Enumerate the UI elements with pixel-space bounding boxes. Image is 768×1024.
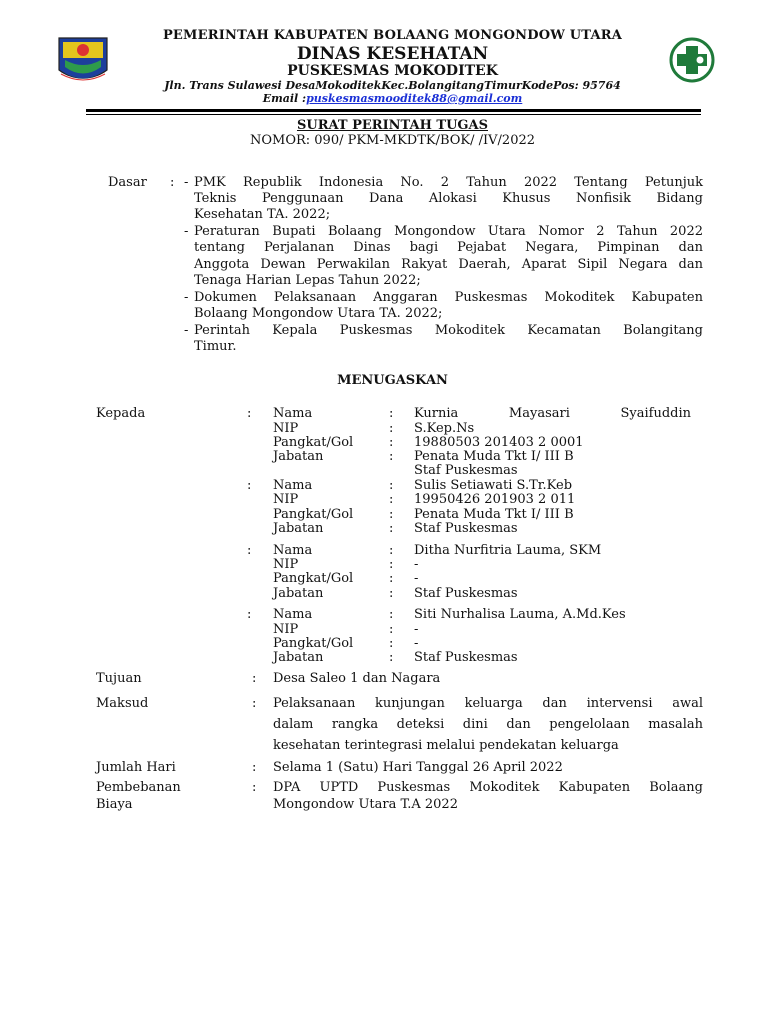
dasar-colon: : [170, 175, 175, 190]
field-label-nip: NIP [273, 421, 299, 436]
dasar-item-3-line-2: Bolaang Mongondow Utara TA. 2022; [194, 306, 443, 321]
dasar-item-2-line-1: Peraturan Bupati Bolaang Mongondow Utara Nomor 2 Tahun 2022 [194, 224, 703, 239]
field-colon: : [389, 557, 394, 572]
header-rule-thin [86, 114, 701, 115]
field-label-nama: Nama [273, 478, 313, 493]
field-colon: : [389, 449, 394, 464]
kepada-label: Kepada [96, 406, 146, 421]
field-label-jabatan: Jabatan [273, 650, 324, 665]
field-colon: : [389, 406, 394, 421]
person-1-pangkat: 19880503 201403 2 0001 [414, 435, 584, 450]
field-colon: : [389, 478, 394, 493]
jumlah-hari-label: Jumlah Hari [96, 760, 176, 775]
pembebanan-line-2: Mongondow Utara T.A 2022 [273, 797, 458, 812]
field-label-nip: NIP [273, 492, 299, 507]
field-label-nip: NIP [273, 622, 299, 637]
field-label-pangkat: Pangkat/Gol [273, 636, 354, 651]
maksud-line-3: kesehatan terintegrasi melalui pendekatan keluarga [273, 738, 619, 753]
clinic-email-line [100, 92, 685, 106]
field-label-nama: Nama [273, 607, 313, 622]
person-2-nip: 19950426 201903 2 011 [414, 492, 576, 507]
kepada-colon: : [247, 478, 252, 493]
dasar-item-3-line-1: Dokumen Pelaksanaan Anggaran Puskesmas Mokoditek Kabupaten [194, 290, 703, 305]
field-colon: : [389, 586, 394, 601]
field-colon: : [389, 650, 394, 665]
email-label: Email : [262, 92, 307, 105]
person-2-nama: Sulis Setiawati S.Tr.Keb [414, 478, 573, 493]
biaya-label: Biaya [96, 797, 133, 812]
maksud-line-1: Pelaksanaan kunjungan keluarga dan intervensi awal [273, 696, 703, 711]
person-2-pangkat: Penata Muda Tkt I/ III B [414, 507, 574, 522]
dasar-dash: - [184, 323, 189, 338]
person-1-nama: Kurnia Mayasari Syaifuddin [414, 406, 691, 421]
field-label-jabatan: Jabatan [273, 521, 324, 536]
dasar-dash: - [184, 290, 189, 305]
menugaskan-heading: MENUGASKAN [337, 373, 448, 388]
dasar-item-1-line-1: PMK Republik Indonesia No. 2 Tahun 2022 Tentang Petunjuk [194, 175, 703, 190]
agency-name: DINAS KESEHATAN [296, 44, 489, 64]
dasar-item-4-line-1: Perintah Kepala Puskesmas Mokoditek Kecamatan Bolangitang [194, 323, 703, 338]
person-4-pangkat: - [414, 636, 419, 651]
person-3-jabatan: Staf Puskesmas [414, 586, 518, 601]
kepada-colon: : [247, 543, 252, 558]
person-4-nip: - [414, 622, 419, 637]
field-colon: : [389, 607, 394, 622]
field-label-pangkat: Pangkat/Gol [273, 507, 354, 522]
person-3-nama: Ditha Nurfitria Lauma, SKM [414, 543, 602, 558]
field-label-pangkat: Pangkat/Gol [273, 435, 354, 450]
gov-name: PEMERINTAH KABUPATEN BOLAANG MONGONDOW UTARA [162, 28, 623, 43]
dasar-dash: - [184, 175, 189, 190]
field-label-jabatan: Jabatan [273, 449, 324, 464]
dasar-item-2-line-3: Anggota Dewan Perwakilan Rakyat Daerah, Aparat Sipil Negara dan [194, 257, 703, 272]
clinic-address: Jln. Trans Sulawesi DesaMokoditekKec.BolangitangTimurKodePos: 95764 [164, 79, 621, 92]
kepada-colon: : [247, 406, 252, 421]
dasar-item-1-line-3: Kesehatan TA. 2022; [194, 207, 331, 222]
clinic-name: PUSKESMAS MOKODITEK [287, 63, 498, 79]
kepada-colon: : [247, 607, 252, 622]
field-colon: : [389, 543, 394, 558]
field-colon: : [389, 492, 394, 507]
jumlah-hari-colon: : [252, 760, 257, 775]
jumlah-hari-value: Selama 1 (Satu) Hari Tanggal 26 April 2022 [273, 760, 563, 775]
email-link[interactable]: puskesmasmooditek88@gmail.com [306, 92, 523, 105]
field-colon: : [389, 421, 394, 436]
pembebanan-colon: : [252, 780, 257, 795]
dasar-dash: - [184, 224, 189, 239]
pembebanan-label: Pembebanan [96, 780, 181, 795]
document-number: NOMOR: 090/ PKM-MKDTK/BOK/ /IV/2022 [249, 133, 536, 148]
field-label-nama: Nama [273, 406, 313, 421]
field-colon: : [389, 636, 394, 651]
person-3-pangkat: - [414, 571, 419, 586]
pembebanan-line-1: DPA UPTD Puskesmas Mokoditek Kabupaten Bolaang [273, 780, 703, 795]
dasar-label: Dasar [108, 175, 147, 190]
person-1-nip: S.Kep.Ns [414, 421, 475, 436]
dasar-item-1-line-2: Teknis Penggunaan Dana Alokasi Khusus Nonfisik Bidang [194, 191, 703, 206]
header-rule-thick [86, 109, 701, 112]
field-colon: : [389, 521, 394, 536]
field-label-jabatan: Jabatan [273, 586, 324, 601]
maksud-label: Maksud [96, 696, 149, 711]
field-colon: : [389, 435, 394, 450]
field-label-nip: NIP [273, 557, 299, 572]
person-2-jabatan: Staf Puskesmas [414, 521, 518, 536]
field-label-pangkat: Pangkat/Gol [273, 571, 354, 586]
tujuan-label: Tujuan [96, 671, 142, 686]
document-title: SURAT PERINTAH TUGAS [296, 118, 488, 133]
tujuan-colon: : [252, 671, 257, 686]
field-colon: : [389, 622, 394, 637]
dasar-item-2-line-2: tentang Perjalanan Dinas bagi Pejabat Negara, Pimpinan dan [194, 240, 703, 255]
tujuan-value: Desa Saleo 1 dan Nagara [273, 671, 441, 686]
person-1-extra: Staf Puskesmas [414, 463, 518, 478]
field-colon: : [389, 571, 394, 586]
person-4-jabatan: Staf Puskesmas [414, 650, 518, 665]
person-4-nama: Siti Nurhalisa Lauma, A.Md.Kes [414, 607, 626, 622]
person-1-jabatan: Penata Muda Tkt I/ III B [414, 449, 574, 464]
field-label-nama: Nama [273, 543, 313, 558]
dasar-item-2-line-4: Tenaga Harian Lepas Tahun 2022; [194, 273, 421, 288]
maksud-line-2: dalam rangka deteksi dini dan pengelolaan masalah [273, 717, 703, 732]
maksud-colon: : [252, 696, 257, 711]
field-colon: : [389, 507, 394, 522]
person-3-nip: - [414, 557, 419, 572]
dasar-item-4-line-2: Timur. [194, 339, 237, 354]
